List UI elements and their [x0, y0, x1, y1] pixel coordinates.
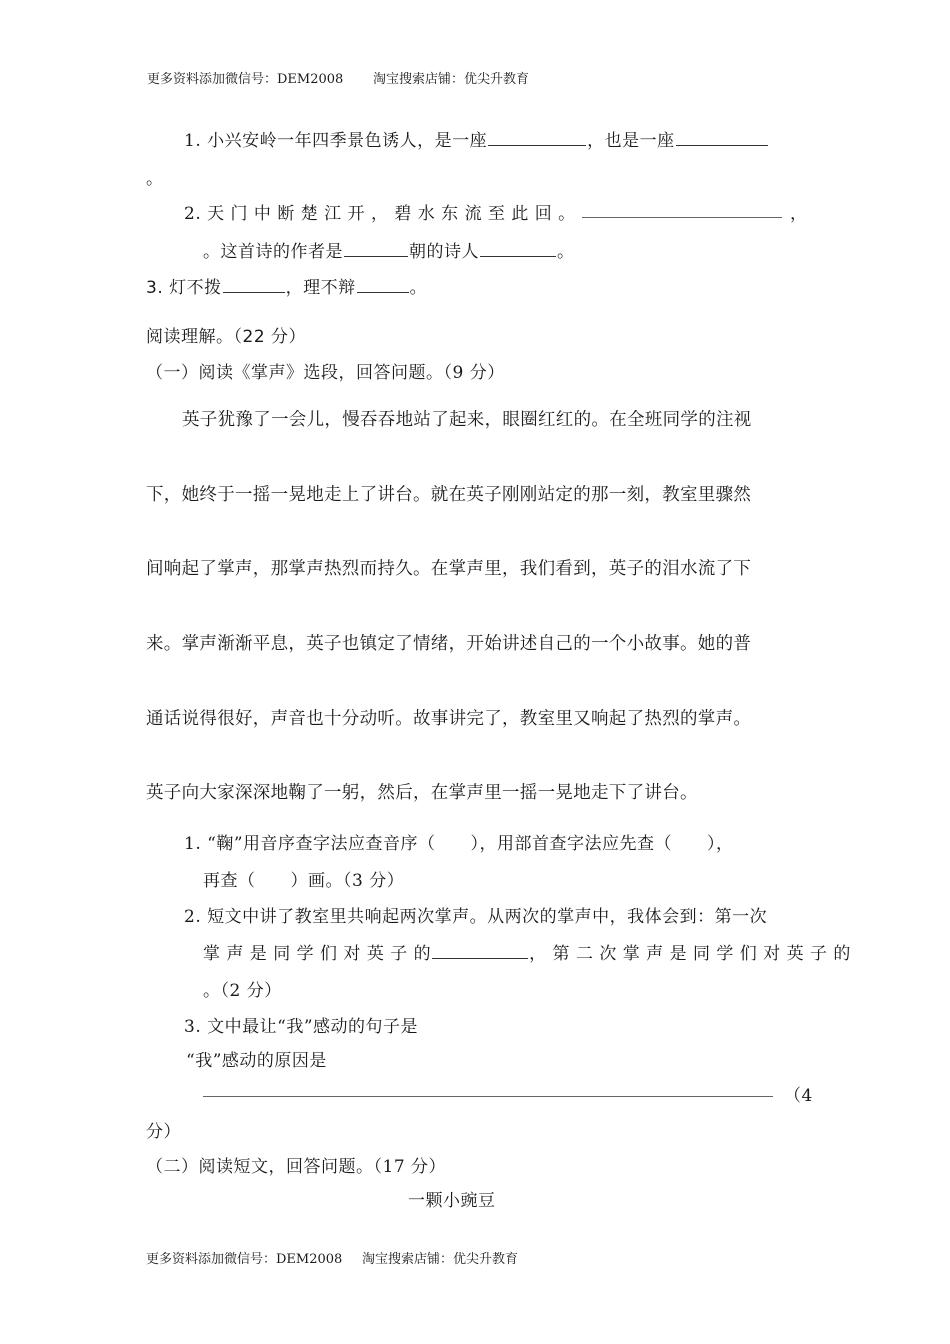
reading-question-2-line3: 。（2 分） [203, 981, 282, 1001]
rq2-text-b1: 掌 声 是 同 学 们 对 英 子 的 [203, 944, 432, 964]
reading-question-2-line2 [203, 939, 851, 964]
passage-line-1: 英子犹豫了一会儿，慢吞吞地站了起来，眼圈红红的。在全班同学的注视 [182, 410, 752, 430]
fill-q3-text-c: 。 [409, 278, 428, 298]
fill-q2-blank-3 [480, 255, 556, 257]
reading-title: 阅读理解。（22 分） [146, 327, 307, 347]
reading-question-1-line2: 再查（ ）画。（3 分） [203, 871, 405, 891]
fill-q1-text-b: ，也是一座 [587, 131, 675, 151]
fill-question-3 [146, 273, 427, 298]
reading-question-1: 1. “鞠”用音序查字法应查音序（ ），用部首查字法应先查（ ）， [184, 834, 734, 854]
fill-q2-blank-1 [582, 217, 782, 218]
fill-q2-blank-2 [344, 255, 408, 257]
reading-question-3-line2: “我”感动的原因是 [186, 1051, 327, 1071]
fill-q3-text-a: 3. 灯不拨 [146, 278, 222, 298]
fill-q2-text-a: 2. 天 门 中 断 楚 江 开 ， 碧 水 东 流 至 此 回 。 [184, 204, 576, 224]
fill-q2-text-e: 。 [557, 242, 575, 262]
reading-question-3: 3. 文中最让“我”感动的句子是 [184, 1017, 419, 1037]
fill-q3-text-b: ，理不辩 [285, 278, 356, 298]
fill-q1-blank-2 [676, 144, 768, 146]
rq3-answer-line [203, 1096, 773, 1097]
fill-q3-blank-1 [223, 291, 285, 293]
passage-line-2: 下，她终于一摇一晃地走上了讲台。就在英子刚刚站定的那一刻，教室里骤然 [146, 485, 752, 505]
fill-q2-text-c: 。这首诗的作者是 [203, 242, 343, 262]
fill-question-1 [184, 126, 769, 151]
rq3-score-b: 分） [146, 1122, 181, 1142]
fill-q1-text-a: 1. 小兴安岭一年四季景色诱人，是一座 [184, 131, 488, 151]
rq3-score-a: （4 [784, 1086, 813, 1106]
reading-question-2: 2. 短文中讲了教室里共响起两次掌声。从两次的掌声中，我体会到：第一次 [184, 907, 768, 927]
passage-line-3: 间响起了掌声，那掌声热烈而持久。在掌声里，我们看到，英子的泪水流了下 [146, 559, 752, 579]
fill-q2-comma: ， [790, 204, 808, 224]
fill-q1-blank-1 [488, 144, 586, 146]
fill-question-2-line2 [203, 237, 575, 262]
fill-q1-end: 。 [146, 169, 164, 189]
passage-line-5: 通话说得很好，声音也十分动听。故事讲完了，教室里又响起了热烈的掌声。 [146, 709, 752, 729]
passage-line-6: 英子向大家深深地鞠了一躬，然后，在掌声里一摇一晃地走下了讲台。 [146, 783, 698, 803]
part1-title: （一）阅读《掌声》选段，回答问题。（9 分） [146, 363, 505, 383]
part2-heading: 一颗小豌豆 [408, 1191, 496, 1211]
fill-q3-blank-2 [357, 291, 409, 293]
fill-question-2 [184, 199, 576, 224]
fill-q2-text-d: 朝的诗人 [409, 242, 479, 262]
part2-title: （二）阅读短文，回答问题。（17 分） [146, 1157, 447, 1177]
header-shop: 淘宝搜索店铺：优尖升教育 [373, 72, 530, 87]
rq2-blank-1 [432, 957, 528, 959]
footer-wechat: 更多资料添加微信号：DEM2008 [146, 1252, 343, 1267]
header-wechat: 更多资料添加微信号：DEM2008 [147, 72, 344, 87]
passage-line-4: 来。掌声渐渐平息，英子也镇定了情绪，开始讲述自己的一个小故事。她的普 [146, 634, 752, 654]
footer-shop: 淘宝搜索店铺：优尖升教育 [362, 1252, 519, 1267]
rq2-text-b2: ， 第 二 次 掌 声 是 同 学 们 对 英 子 的 [529, 944, 851, 964]
